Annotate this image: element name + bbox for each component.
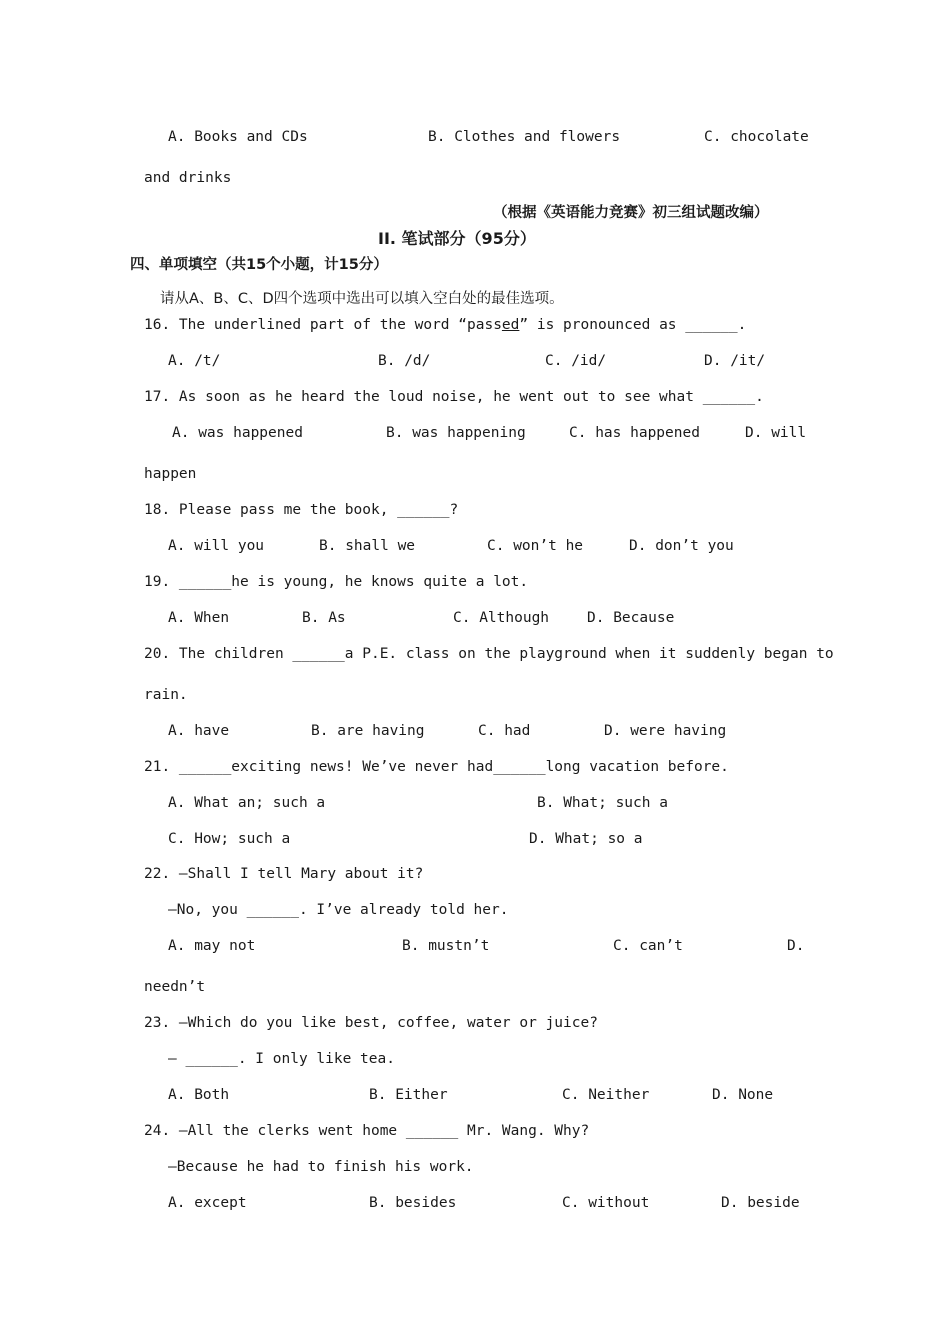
q22-option-d-continued: needn’t bbox=[144, 979, 206, 995]
q17-option-b: B. was happening bbox=[386, 425, 526, 441]
q24-option-c: C. without bbox=[562, 1195, 650, 1211]
q17-option-a: A. was happened bbox=[172, 425, 303, 441]
q24-option-b: B. besides bbox=[369, 1195, 457, 1211]
prev-option-b: B. Clothes and flowers bbox=[428, 129, 621, 145]
question-23-reply: — ______. I only like tea. bbox=[168, 1051, 395, 1067]
section-title: II. 笔试部分（95分） bbox=[378, 229, 536, 248]
q21-option-d: D. What; so a bbox=[529, 831, 643, 847]
prev-option-c: C. chocolate bbox=[704, 129, 809, 145]
q17-option-d: D. will bbox=[745, 425, 807, 441]
part-heading: 四、单项填空（共15个小题，计15分） bbox=[130, 257, 388, 273]
q18-option-d: D. don’t you bbox=[629, 538, 734, 554]
q23-option-d: D. None bbox=[712, 1087, 774, 1103]
q18-option-b: B. shall we bbox=[319, 538, 416, 554]
q18-option-c: C. won’t he bbox=[487, 538, 584, 554]
q20-option-d: D. were having bbox=[604, 723, 727, 739]
q19-option-d: D. Because bbox=[587, 610, 675, 626]
question-23-stem: 23. —Which do you like best, coffee, water or juice? bbox=[144, 1015, 598, 1031]
q21-option-b: B. What; such a bbox=[537, 795, 668, 811]
q20-option-b: B. are having bbox=[311, 723, 425, 739]
question-16-stem bbox=[144, 315, 746, 335]
q20-option-c: C. had bbox=[478, 723, 531, 739]
q19-option-b: B. As bbox=[302, 610, 346, 626]
q21-option-a: A. What an; such a bbox=[168, 795, 326, 811]
question-17-stem: 17. As soon as he heard the loud noise, he went out to see what ______. bbox=[144, 389, 764, 405]
q16-option-d: D. /it/ bbox=[704, 353, 766, 369]
prev-option-a: A. Books and CDs bbox=[168, 129, 308, 145]
q16-post: ” is pronounced as ______. bbox=[519, 317, 747, 333]
q16-option-c: C. /id/ bbox=[545, 353, 607, 369]
q17-option-c: C. has happened bbox=[569, 425, 700, 441]
question-22-stem: 22. —Shall I tell Mary about it? bbox=[144, 866, 424, 882]
question-20-stem-continued: rain. bbox=[144, 687, 188, 703]
question-20-stem: 20. The children ______a P.E. class on the playground when it suddenly began to bbox=[144, 646, 834, 662]
q18-option-a: A. will you bbox=[168, 538, 265, 554]
question-19-stem: 19. ______he is young, he knows quite a lot. bbox=[144, 574, 529, 590]
q23-option-a: A. Both bbox=[168, 1087, 230, 1103]
q22-option-b: B. mustn’t bbox=[402, 938, 490, 954]
q19-option-a: A. When bbox=[168, 610, 230, 626]
prev-option-c-continued: and drinks bbox=[144, 170, 232, 186]
q17-option-d-continued: happen bbox=[144, 466, 197, 482]
q16-option-a: A. /t/ bbox=[168, 353, 221, 369]
question-24-stem: 24. —All the clerks went home ______ Mr. Wang. Why? bbox=[144, 1123, 590, 1139]
q22-option-d: D. bbox=[787, 938, 805, 954]
question-22-reply: —No, you ______. I’ve already told her. bbox=[168, 902, 509, 918]
question-18-stem: 18. Please pass me the book, ______? bbox=[144, 502, 459, 518]
q16-underlined: ed bbox=[501, 317, 520, 333]
q24-option-a: A. except bbox=[168, 1195, 247, 1211]
q16-option-b: B. /d/ bbox=[378, 353, 431, 369]
q22-option-c: C. can’t bbox=[613, 938, 683, 954]
source-note: （根据《英语能力竞赛》初三组试题改编） bbox=[493, 205, 769, 221]
q21-option-c: C. How; such a bbox=[168, 831, 291, 847]
instruction: 请从A、B、C、D四个选项中选出可以填入空白处的最佳选项。 bbox=[160, 291, 564, 307]
q20-option-a: A. have bbox=[168, 723, 230, 739]
question-24-reply: —Because he had to finish his work. bbox=[168, 1159, 474, 1175]
q24-option-d: D. beside bbox=[721, 1195, 800, 1211]
q22-option-a: A. may not bbox=[168, 938, 256, 954]
q16-pre: 16. The underlined part of the word “pass bbox=[144, 317, 502, 333]
q23-option-c: C. Neither bbox=[562, 1087, 650, 1103]
q19-option-c: C. Although bbox=[453, 610, 550, 626]
question-21-stem: 21. ______exciting news! We’ve never had______long vacation before. bbox=[144, 759, 729, 775]
q23-option-b: B. Either bbox=[369, 1087, 448, 1103]
